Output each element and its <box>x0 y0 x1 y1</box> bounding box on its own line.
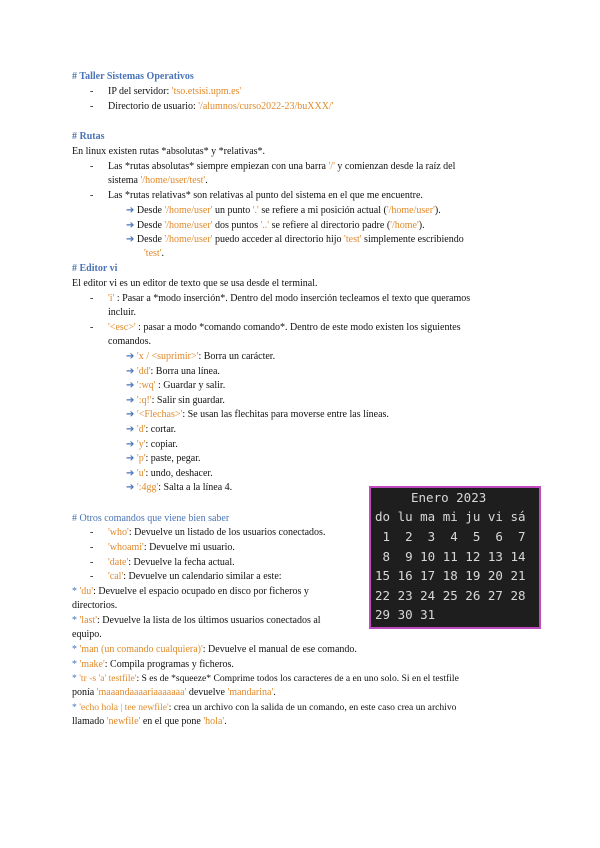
vi-command-item <box>126 481 232 494</box>
cmd-who: 'who': Devuelve un listado de los usuarios conectados. <box>108 527 326 538</box>
arrow-icon: ➔ <box>126 453 135 465</box>
cmd-whoami: 'whoami': Devuelve mi usuario. <box>108 542 235 553</box>
cmd-du: * 'du': Devuelve el espacio ocupado en disco por ficheros y <box>72 586 309 597</box>
calendar-header: do lu ma mi ju vi sá <box>375 509 526 524</box>
vi-command-desc: : undo, deshacer. <box>145 467 213 479</box>
heading-rutas: # Rutas <box>72 131 105 142</box>
arrow-icon: ➔ <box>126 467 135 479</box>
cmd-last: * 'last': Devuelve la lista de los últimos usuarios conectados al <box>72 615 321 626</box>
arrow-icon: ➔ <box>126 438 135 450</box>
cmd-tee: * 'echo hola | tee newfile': crea un archivo con la salida de un comando, en este caso crea un archivo <box>72 702 457 713</box>
cmd-make: * 'make': Compila programas y ficheros. <box>72 659 234 670</box>
cmd-tr: * 'tr -s 'a' testfile': S es de *squeeze* Comprime todos los caracteres de a en uno solo. Si en el testfile <box>72 673 459 684</box>
bullet-dash: - <box>90 571 94 582</box>
vi-command-desc: : Borra una línea. <box>150 365 220 377</box>
arrow-line-1: ➔ Desde '/home/user' un punto '.' se refiere a mi posición actual ('/home/user'). <box>126 205 441 216</box>
bullet-dash: - <box>90 542 94 553</box>
calendar-week-row: 1 2 3 4 5 6 7 <box>375 529 526 544</box>
abs-line-2: sistema '/home/user/test'. <box>108 175 208 186</box>
vi-command-key: ':q!' <box>136 394 152 406</box>
bullet-dash: - <box>90 161 94 172</box>
server-ip-line: IP del servidor: 'tso.etsisi.upm.es' <box>108 86 242 97</box>
vi-command-desc: : Salta a la línea 4. <box>158 482 233 494</box>
vi-esc-cont: comandos. <box>108 336 152 347</box>
vi-command-item <box>126 379 225 392</box>
vi-command-desc: : Se usan las flechitas para moverse entre las líneas. <box>182 409 389 421</box>
bullet-dash: - <box>90 293 94 304</box>
vi-command-key: '<Flechas>' <box>136 409 183 421</box>
rel-line: Las *rutas relativas* son relativas al punto del sistema en el que me encuentre. <box>108 190 423 201</box>
vi-command-desc: : copiar. <box>145 438 178 450</box>
arrow-line-2: ➔ Desde '/home/user' dos puntos '..' se refiere al directorio padre ('/home'). <box>126 220 425 231</box>
vi-insert-line: 'i' : Pasar a *modo inserción*. Dentro del modo inserción tecleamos el texto que queramos <box>108 293 471 304</box>
vi-command-item <box>126 423 176 436</box>
cmd-tee-cont: llamado 'newfile' en el que pone 'hola'. <box>72 716 227 727</box>
bullet-dash: - <box>90 86 94 97</box>
arrow-icon: ➔ <box>126 351 135 362</box>
vi-command-key: 'd' <box>136 424 146 435</box>
calendar-week-row: 8 9 10 11 12 13 14 <box>375 548 526 564</box>
vi-command-item <box>126 408 389 421</box>
vi-insert-cont: incluir. <box>108 307 137 318</box>
arrow-icon: ➔ <box>126 380 135 392</box>
heading-taller: # Taller Sistemas Operativos <box>72 71 194 82</box>
vi-command-item <box>126 394 225 407</box>
arrow-icon: ➔ <box>126 365 135 377</box>
vi-command-desc: : Borra un carácter. <box>198 351 276 362</box>
cmd-man: * 'man (un comando cualquiera)': Devuelve el manual de ese comando. <box>72 644 357 655</box>
arrow-icon: ➔ <box>126 482 135 494</box>
vi-esc-line: '<esc>' : pasar a modo *comando comando*. Dentro de este modo existen los siguientes <box>108 322 461 333</box>
cmd-last-cont: equipo. <box>72 629 102 640</box>
bullet-dash: - <box>90 527 94 538</box>
vi-command-key: ':4gg' <box>136 482 159 494</box>
bullet-dash: - <box>90 557 94 568</box>
user-dir-line: Directorio de usuario: '/alumnos/curso2022-23/buXXX/' <box>108 101 334 112</box>
bullet-dash: - <box>90 190 94 201</box>
vi-command-desc: : cortar. <box>145 424 177 435</box>
vi-command-item <box>126 438 178 451</box>
vi-command-desc: : paste, pegar. <box>145 453 201 465</box>
heading-otros-comandos: # Otros comandos que viene bien saber <box>72 513 230 524</box>
vi-command-key: 'p' <box>136 453 146 465</box>
vi-command-item <box>126 452 200 465</box>
arrow-icon: ➔ <box>126 234 135 245</box>
cmd-tr-cont: ponía 'maaandaaaariaaaaaaa' devuelve 'mandarina'. <box>72 687 276 698</box>
vi-command-desc: : Guardar y salir. <box>155 380 226 392</box>
arrow-icon: ➔ <box>126 205 135 216</box>
arrow-icon: ➔ <box>126 394 135 406</box>
cmd-cal: 'cal': Devuelve un calendario similar a este: <box>108 571 282 582</box>
vi-command-key: 'dd' <box>136 365 151 377</box>
rutas-intro: En linux existen rutas *absolutas* y *relativas*. <box>72 146 266 157</box>
vi-command-key: 'x / <suprimir>' <box>136 351 199 362</box>
arrow-line-3: ➔ Desde '/home/user' puedo acceder al directorio hijo 'test' simplemente escribiendo <box>126 234 464 245</box>
vi-command-item <box>126 365 220 378</box>
calendar-terminal-image <box>369 486 541 629</box>
vi-command-key: 'u' <box>136 467 146 479</box>
abs-line-1: Las *rutas absolutas* siempre empiezan con una barra '/' y comienzan desde la raíz del <box>108 161 456 172</box>
arrow-icon: ➔ <box>126 409 135 421</box>
cmd-date: 'date': Devuelve la fecha actual. <box>108 557 235 568</box>
vi-command-item <box>126 467 213 480</box>
vi-command-key: 'y' <box>136 438 146 450</box>
arrow-line-3-cont: 'test'. <box>144 248 164 259</box>
bullet-dash: - <box>90 322 94 333</box>
calendar-title: Enero 2023 <box>411 490 487 505</box>
vi-command-item <box>126 350 275 363</box>
heading-editor-vi: # Editor vi <box>72 263 118 274</box>
vi-command-desc: : Salir sin guardar. <box>151 394 225 406</box>
calendar-week-row: 29 30 31 <box>375 607 436 622</box>
vi-command-key: ':wq' <box>136 380 156 392</box>
arrow-icon: ➔ <box>126 424 135 435</box>
bullet-dash: - <box>90 101 94 112</box>
cmd-du-cont: directorios. <box>72 600 118 611</box>
vi-intro: El editor vi es un editor de texto que se usa desde el terminal. <box>72 278 318 289</box>
arrow-icon: ➔ <box>126 220 135 231</box>
calendar-week-row: 22 23 24 25 26 27 28 <box>375 587 526 603</box>
calendar-week-row: 15 16 17 18 19 20 21 <box>375 568 526 583</box>
